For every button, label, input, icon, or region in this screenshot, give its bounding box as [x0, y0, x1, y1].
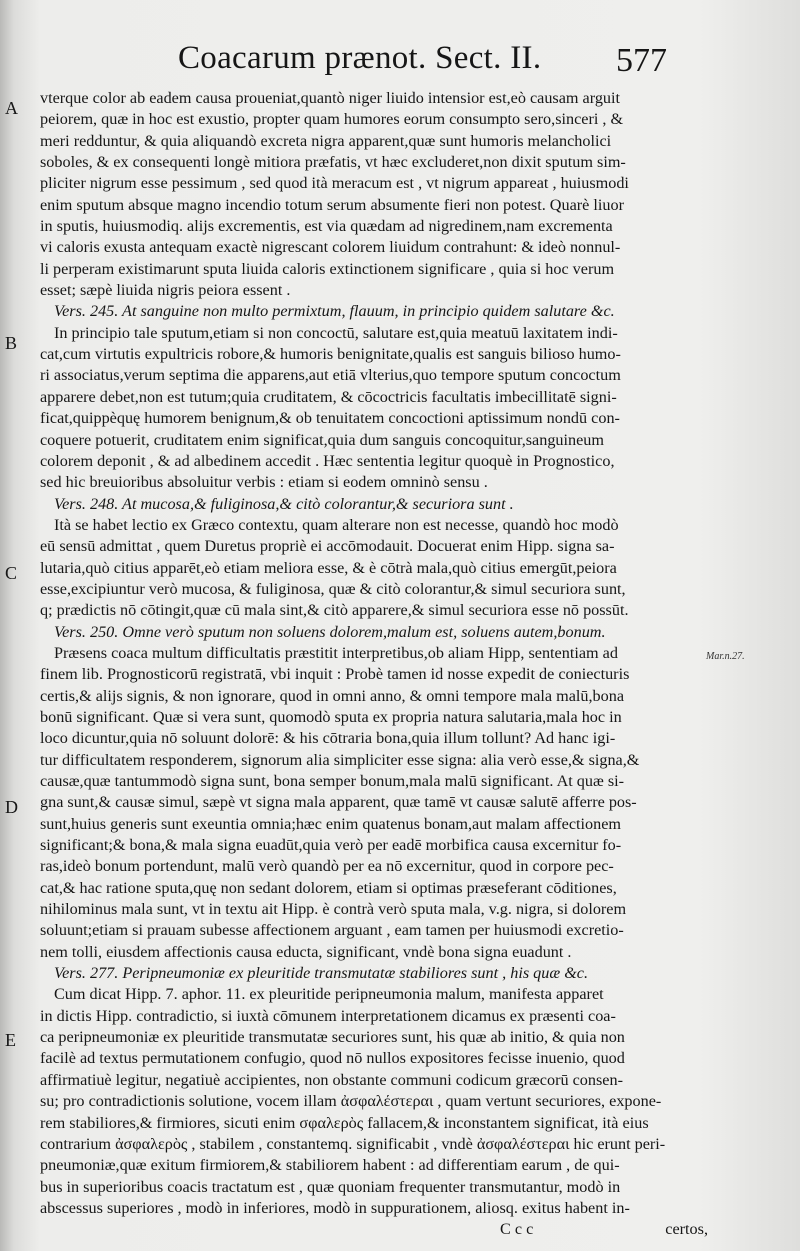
catchword: certos, — [665, 1220, 708, 1239]
text-line: tur difficultatem responderem, signorum alia simpliciter esse signa: alia verò esse,& signa,& — [40, 750, 640, 769]
text-line: nem tolli, eiusdem affectionis causa educta, significant, vndè bona signa euadunt . — [40, 942, 572, 961]
text-line: bus in superioribus coacis tractatum est , quæ quoniam frequenter transmutantur, modò in — [40, 1177, 621, 1196]
text-line: finem lib. Prognosticorū registratā, vbi inquit : Probè tamen id nosse expedit de coniecturis — [40, 665, 630, 684]
text-line: q; prædictis nō cōtingit,quæ cū mala sint,& citò apparere,& simul securiora esse nō possūt. — [40, 601, 629, 620]
text-line: colorem deponit , & ad albedinem accedit . Hæc sententia legitur quoquè in Prognostico, — [40, 451, 615, 470]
text-line: cat,cum virtutis expultricis robore,& humoris benignitate,qualis est sanguis bilioso humo- — [40, 345, 621, 364]
text-line: contrarium ἀσφαλερὸς , stabilem , constantemq. significabit , vndè ἀσφαλέστεραι hic erunt peri- — [40, 1134, 666, 1153]
text-line: facilè ad textus permutationem confugio, quod nō nullos expositores fecisse inuenio, quod — [40, 1049, 625, 1068]
text-line: esset; sæpè liuida nigris peiora essent . — [40, 281, 291, 300]
section-marker-c: C — [5, 563, 18, 583]
verse-heading: Vers. 277. Peripneumoniæ ex pleuritide transmutatæ stabiliores sunt , his quæ &c. — [54, 964, 589, 983]
text-line: vi caloris exusta antequam exactè nigrescant colorem liuidum contrahunt: & ideò nonnul- — [40, 238, 621, 257]
text-line: rem stabiliores,& firmiores, sicuti enim σφαλερὸς fallacem,& inconstantem significat, ità eius — [40, 1113, 649, 1132]
text-line: ca peripneumoniæ ex pleuritide transmutatæ securiores sunt, his quæ ab initio, & quia non — [40, 1028, 625, 1047]
text-line: in sputis, huiusmodiq. alijs excrementis, est via quædam ad nigredinem,nam excrementa — [40, 217, 613, 236]
text-line: loco dicuntur,quia nō soluunt dolorē: & his cōtraria bona,quia illum tollunt? Ad hanc igi- — [40, 729, 616, 748]
text-line: ri associatus,verum septima die apparens,aut etiā vlterius,quo tempore sputum concoctum — [40, 366, 621, 385]
text-line: ras,ideò bonum portendunt, malū verò quandò per ea nō excernitur, quod in corpore pec- — [40, 857, 614, 876]
running-title: Coacarum prænot. Sect. II. — [178, 40, 542, 76]
text-line: causæ,quæ tantummodò signa sunt, bona semper bonum,mala malū significant. At quæ si- — [40, 772, 625, 790]
text-line: Præsens coaca multum difficultatis præstitit interpretibus,ob aliam Hipp, sententiam ad — [54, 643, 618, 662]
text-line: su; pro contradictionis solutione, vocem illam ἀσφαλέστεραι , quam vertunt securiores, expone- — [40, 1092, 662, 1111]
text-line: soboles, & ex consequenti longè mitiora præfatis, vt hæc excluderet,non dixit sputum sim- — [40, 153, 626, 172]
text-line: lutaria,quò citius apparēt,eò etiam meliora esse, & è cōtrà mala,quò citius emergūt,peiora — [40, 558, 617, 577]
text-line: certis,& alijs signis, & non ignorare, quod in omni anno, & omni tempore mala malū,bona — [40, 686, 624, 705]
text-line: meri redduntur, & quia aliquandò excreta nigra apparent,quæ sunt humoris melancholici — [40, 131, 612, 150]
text-line: In principio tale sputum,etiam si non concoctū, salutare est,quia meatuū laxitatem indi- — [54, 323, 618, 342]
text-line: apparere debet,non est tutum;quia cruditatem, & cōcoctricis facultatis imbecillitatē signi- — [40, 387, 617, 406]
text-line: gna sunt,& causæ simul, sæpè vt signa mala apparent, quæ tamē vt causæ salutē afferre pos- — [40, 793, 637, 812]
text-line: eū sensū admittat , quem Duretus propriè ei accōmodauit. Docuerat enim Hipp. signa sa- — [40, 537, 615, 556]
text-line: li perperam existimarunt sputa liuida caloris extinctionem significare , quia si hoc verum — [40, 259, 615, 278]
text-line: bonū significant. Quæ si vera sunt, quomodò sputa ex propria natura salutaria,mala hoc in — [40, 707, 622, 726]
text-line: affirmatiuè legitur, negatiuè accipientes, non obstante communi codicum græcorū consen- — [40, 1070, 623, 1089]
text-line: significant;& bona,& mala signa euadūt,quia verò per eadē morbifica causa excernitur fo- — [40, 836, 622, 855]
margin-note: Mar.n.27. — [706, 651, 745, 662]
text-line: Ità se habet lectio ex Græco contextu, quam alterare non est necesse, quandò hoc modò — [54, 515, 619, 534]
text-line: soluunt;etiam si prauam subesse affectionem arguant , eam tamen per huiusmodi excretio- — [40, 921, 624, 940]
text-line: in dictis Hipp. contradictio, si iuxtà cōmunem interpretationem dicamus ex præsenti coa- — [40, 1006, 616, 1025]
footer-line — [40, 1219, 708, 1240]
text-line: sed hic breuioribus absoluitur verbis : etiam si eodem omninò sensu . — [40, 473, 488, 492]
section-marker-a: A — [5, 98, 18, 118]
text-line: coquere potuerit, cruditatem enim significat,quia dum sanguis concoquitur,sanguineum — [40, 430, 604, 449]
text-line: peiorem, quæ in hoc est exustio, propter quam humores eorum consumpto sero,sinceri , & — [40, 110, 624, 129]
text-line: pneumoniæ,quæ exitum firmiorem,& stabiliorem habent : ad differentiam earum , de qui- — [40, 1156, 620, 1175]
section-marker-b: B — [5, 333, 18, 353]
signature-mark: C c c — [500, 1220, 534, 1239]
text-line: esse,excipiuntur verò mucosa, & fuliginosa, quæ & citò colorantur,& simul securiora sunt, — [40, 579, 626, 598]
text-line: ficat,quippèquę humorem benignum,& ob tenuitatem concoctioni aptissimum nondū con- — [40, 409, 620, 428]
text-line: sunt,huius generis sunt exeuntia omnia;hæc enim quatenus bonam,aut malam affectionem — [40, 814, 621, 833]
text-line: pliciter nigrum esse pessimum , sed quod ità meracum est , vt nigrum appareat , huiusmodi — [40, 174, 629, 193]
text-line: abscessus superiores , modò in inferiores, modò in suppurationem, aliosq. exitus habent in- — [40, 1198, 630, 1217]
running-header — [0, 40, 800, 90]
text-line: Cum dicat Hipp. 7. aphor. 11. ex pleuritide peripneumonia malum, manifesta apparet — [54, 985, 604, 1004]
section-marker-d: D — [5, 797, 18, 817]
text-line: enim sputum absque magno incendio totum serum absumente fieri non potest. Quarè liuor — [40, 195, 624, 214]
verse-heading: Vers. 250. Omne verò sputum non soluens dolorem,malum est, soluens autem,bonum. — [54, 622, 606, 641]
page-number: 577 — [616, 42, 667, 79]
text-line: vterque color ab eadem causa proueniat,quantò niger liuido intensior est,eò causam arguit — [40, 89, 621, 107]
text-line: cat,& hac ratione sputa,quę non sedant dolorem, etiam si optimas præseferant cōditiones, — [40, 878, 617, 897]
verse-heading: Vers. 245. At sanguine non multo permixtum, flauum, in principio quidem salutare &c. — [54, 302, 615, 321]
verse-heading: Vers. 248. At mucosa,& fuliginosa,& citò colorantur,& securiora sunt . — [54, 494, 514, 513]
text-body — [40, 88, 708, 1241]
section-marker-e: E — [5, 1030, 16, 1050]
text-line: nihilominus mala sunt, vt in textu ait Hipp. è contrà verò sputa mala, v.g. nigra, si dolorem — [40, 900, 627, 919]
